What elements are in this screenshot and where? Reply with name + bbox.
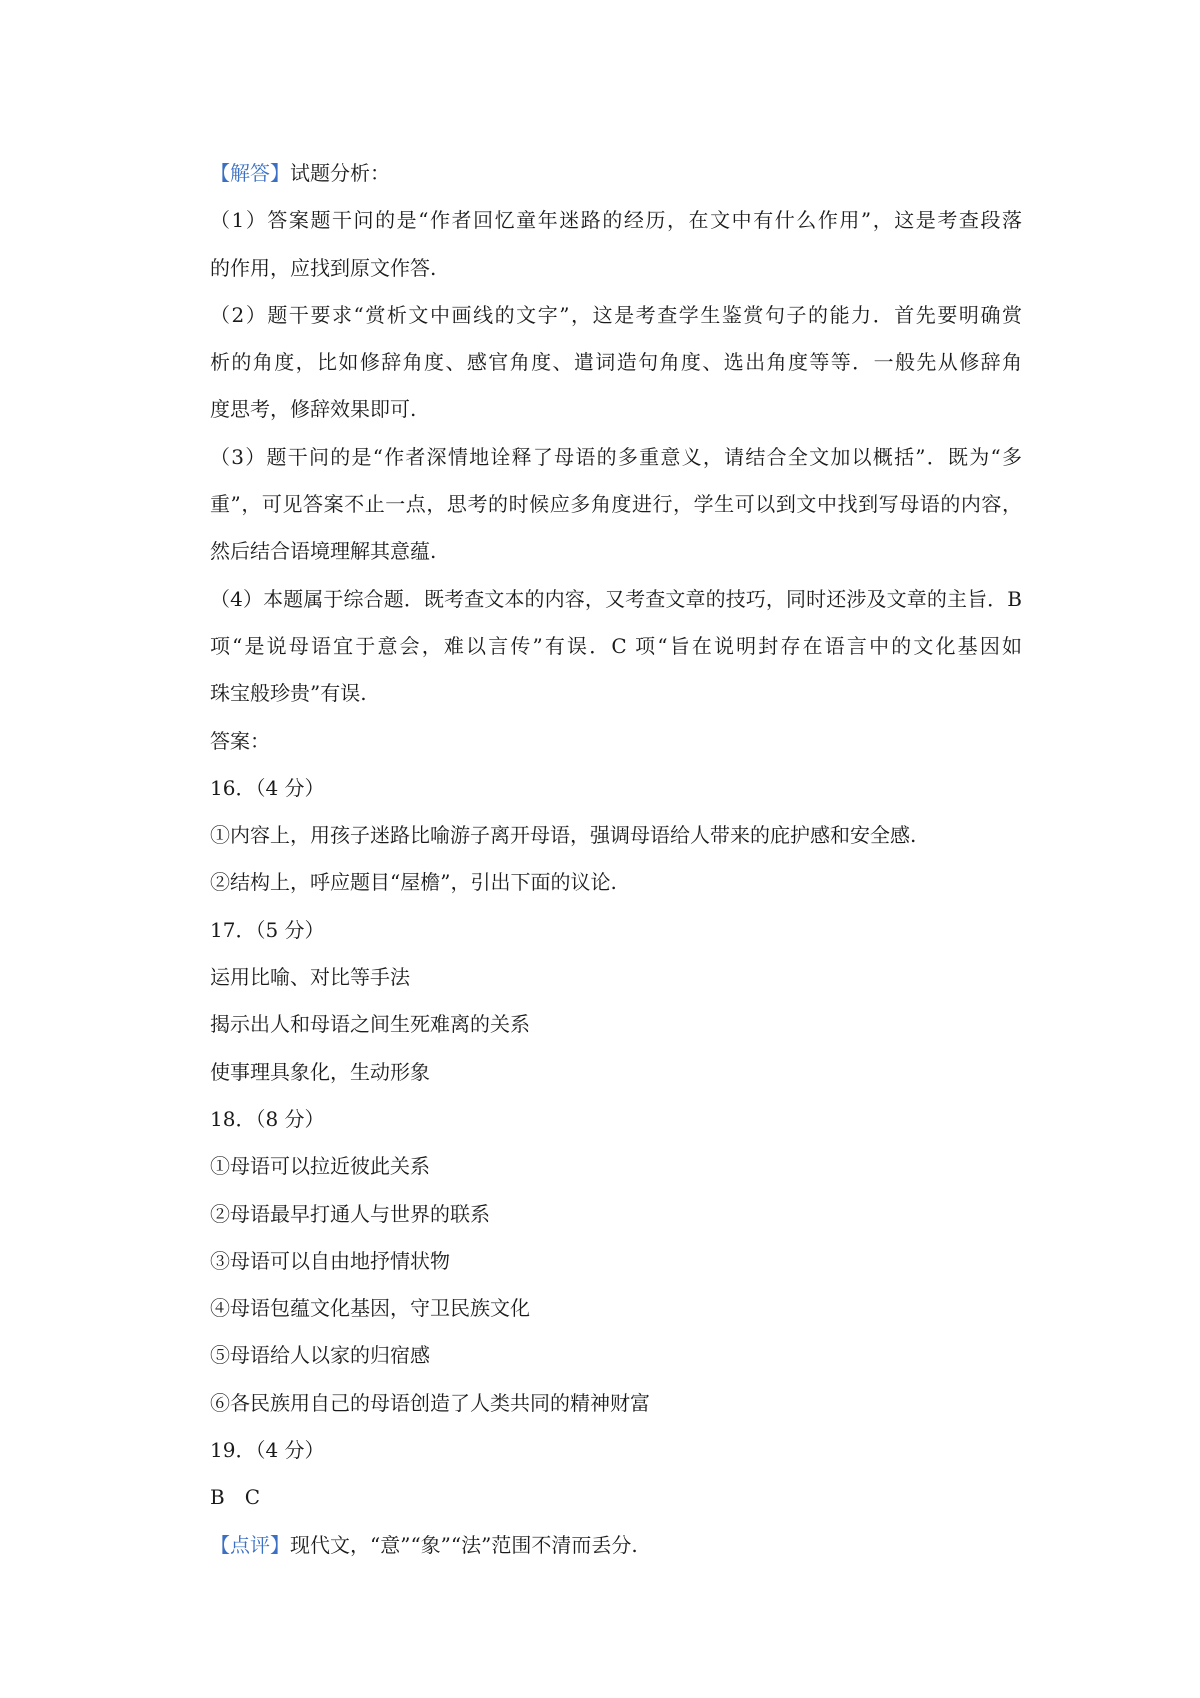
- q19-title: 19．（4 分）: [210, 1438, 325, 1463]
- q18-item: ④母语包蕴文化基因，守卫民族文化: [210, 1296, 530, 1321]
- analysis-intro: 试题分析：: [290, 161, 390, 185]
- q18-item: ③母语可以自由地抒情状物: [210, 1248, 450, 1273]
- comment-text: 现代文，“意”“象”“法”范围不清而丢分.: [290, 1532, 638, 1557]
- analysis-heading: [210, 150, 1022, 197]
- q18-item: ⑥各民族用自己的母语创造了人类共同的精神财富: [210, 1390, 650, 1415]
- q17-item: 运用比喻、对比等手法: [210, 965, 410, 990]
- q17-item: 使事理具象化，生动形象: [210, 1059, 430, 1084]
- q19-item: B C: [210, 1485, 260, 1510]
- q18-item: ②母语最早打通人与世界的联系: [210, 1201, 490, 1226]
- q17-title: 17．（5 分）: [210, 917, 325, 942]
- document-page: [210, 150, 1022, 1569]
- q18-item: ⑤母语给人以家的归宿感: [210, 1343, 430, 1368]
- analysis-p3-line1: （3）题干问的是“作者深情地诠释了母语的多重意义，请结合全文加以概括”．既为“多: [210, 444, 1022, 469]
- analysis-p1-line1: （1）答案题干问的是“作者回忆童年迷路的经历，在文中有什么作用”，这是考查段落: [210, 208, 1022, 233]
- q16-item: ②结构上，呼应题目“屋檐”，引出下面的议论.: [210, 870, 617, 895]
- q16-item: ①内容上，用孩子迷路比喻游子离开母语，强调母语给人带来的庇护感和安全感.: [210, 823, 917, 848]
- q18-item: ①母语可以拉近彼此关系: [210, 1154, 430, 1179]
- analysis-p4-line1: （4）本题属于综合题．既考查文本的内容，又考查文章的技巧，同时还涉及文章的主旨．B: [210, 586, 1022, 611]
- analysis-p2-line1: （2）题干要求“赏析文中画线的文字”，这是考查学生鉴赏句子的能力．首先要明确赏: [210, 302, 1022, 327]
- analysis-p4-line2: 项“是说母语宜于意会，难以言传”有误．C 项“旨在说明封存在语言中的文化基因如: [210, 633, 1022, 658]
- analysis-p3-line3: 然后结合语境理解其意蕴.: [210, 539, 437, 564]
- analysis-p4-line3: 珠宝般珍贵”有误.: [210, 681, 367, 706]
- q17-item: 揭示出人和母语之间生死难离的关系: [210, 1012, 530, 1037]
- q18-title: 18．（8 分）: [210, 1106, 325, 1131]
- comment-tag: 【点评】: [210, 1532, 290, 1557]
- answer-label: 答案：: [210, 728, 270, 753]
- comment-line: [210, 1522, 1022, 1569]
- analysis-p1-line2: 的作用，应找到原文作答.: [210, 255, 437, 280]
- analysis-p2-line3: 度思考，修辞效果即可.: [210, 397, 417, 422]
- q16-title: 16．（4 分）: [210, 775, 325, 800]
- answer-tag: 【解答】: [210, 161, 290, 185]
- analysis-p3-line2: 重”，可见答案不止一点，思考的时候应多角度进行，学生可以到文中找到写母语的内容，: [210, 492, 1022, 517]
- analysis-p2-line2: 析的角度，比如修辞角度、感官角度、遣词造句角度、选出角度等等．一般先从修辞角: [210, 350, 1022, 375]
